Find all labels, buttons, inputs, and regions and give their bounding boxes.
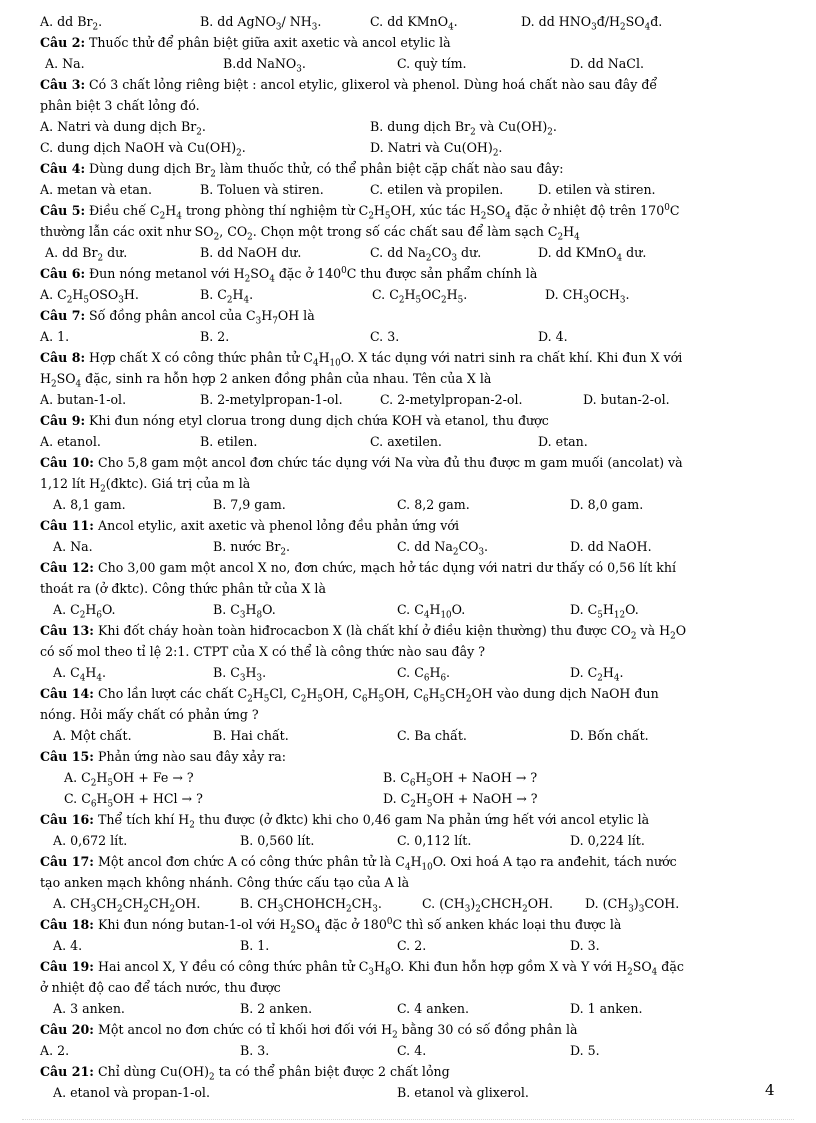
answer-option: C. dd $Na_2CO_3$. [397, 539, 489, 558]
question-text: Một ancol đơn chức A có công thức phân tử là $C_4H_{10}O$. Oxi hoá A tạo ra anđehit, tách nước [98, 854, 677, 873]
question-stem [40, 1019, 780, 1040]
answer-option: A. etanol và propan-1-ol. [53, 1085, 210, 1100]
question-number: Câu 5: [40, 203, 86, 218]
question-stem [40, 851, 780, 872]
answer-options-row [40, 893, 780, 914]
question-text: Khi đun nóng butan-1-ol với $H_2SO_4$ đặc ở $180^0C$ thì số anken khác loại thu được là [98, 916, 622, 936]
answer-options-row [40, 788, 780, 809]
answer-option: C. $C_6H_6$. [397, 665, 451, 684]
answer-options-row [40, 725, 780, 746]
answer-option: A. $C_2H_6O$. [53, 602, 116, 621]
question-stem [40, 263, 780, 284]
answer-options-row [40, 242, 780, 263]
answer-options-row [40, 11, 780, 32]
question-stem [40, 305, 780, 326]
question-number: Câu 19: [40, 959, 94, 974]
question-stem [40, 914, 780, 935]
answer-option: C. 4. [397, 1043, 427, 1058]
answer-option: D. dd NaOH. [570, 539, 652, 554]
question-stem [40, 515, 780, 536]
answer-option: C. 0,112 lít. [397, 833, 472, 848]
question-number: Câu 2: [40, 35, 86, 50]
question-stem [40, 32, 780, 53]
question-stem [40, 746, 780, 767]
question-text: nóng. Hỏi mấy chất có phản ứng ? [40, 707, 259, 722]
question-text: Có 3 chất lỏng riêng biệt : ancol etylic, glixerol và phenol. Dùng hoá chất nào sau đây để [89, 77, 658, 92]
question-number: Câu 16: [40, 812, 94, 827]
question-number: Câu 14: [40, 686, 94, 701]
answer-option: B. $C_3H_8O$. [213, 602, 276, 621]
answer-option: C. $(CH_3)_2CHCH_2OH$. [422, 896, 554, 915]
answer-option: A. $CH_3CH_2CH_2CH_2OH$. [53, 896, 201, 915]
question-stem [40, 809, 780, 830]
answer-options-row [40, 662, 780, 683]
answer-option: D. etan. [538, 434, 588, 449]
question-text: Đun nóng metanol với $H_2SO_4$ đặc ở $140^0C$ thu được sản phẩm chính là [89, 265, 538, 285]
question-stem [40, 410, 780, 431]
answer-option: B. $C_3H_3$. [213, 665, 267, 684]
question-text: Số đồng phân ancol của $C_3H_7OH$ là [89, 308, 315, 327]
answer-option: D. $(CH_3)_3COH$. [585, 896, 680, 915]
question-text: $H_2SO_4$ đặc, sinh ra hỗn hợp 2 anken đồng phân của nhau. Tên của X là [40, 371, 492, 390]
question-text-line [40, 473, 780, 494]
answer-option: B. $CH_3CHOHCH_2CH_3$. [240, 896, 382, 915]
question-number: Câu 21: [40, 1064, 94, 1079]
answer-option: A. butan-1-ol. [40, 392, 127, 407]
question-number: Câu 3: [40, 77, 86, 92]
answer-options-row [40, 179, 780, 200]
answer-option: D. 1 anken. [570, 1001, 643, 1016]
question-text-line [40, 95, 780, 116]
answer-option: D. butan-2-ol. [583, 392, 670, 407]
question-number: Câu 8: [40, 350, 86, 365]
answer-option: A. Một chất. [53, 728, 132, 743]
answer-options-row [40, 431, 780, 452]
answer-options-row [40, 767, 780, 788]
answer-option: B. 7,9 gam. [213, 497, 286, 512]
answer-option: A. $C_2H_5OSO_3H$. [40, 287, 139, 306]
footer-divider [22, 1119, 794, 1120]
question-stem [40, 74, 780, 95]
answer-options-row [40, 536, 780, 557]
answer-option: A. 2. [40, 1043, 70, 1058]
question-number: Câu 4: [40, 161, 86, 176]
answer-option: D. $C_5H_{12}O$. [570, 602, 639, 621]
question-number: Câu 15: [40, 749, 94, 764]
answer-option: A. 1. [40, 329, 70, 344]
question-stem [40, 200, 780, 221]
answer-option: B. 3. [240, 1043, 270, 1058]
answer-options-row [40, 284, 780, 305]
question-text-line [40, 221, 780, 242]
answer-option: C. 2. [397, 938, 427, 953]
question-number: Câu 6: [40, 266, 86, 281]
question-text: Cho 5,8 gam một ancol đơn chức tác dụng với Na vừa đủ thu được m gam muối (ancolat) và [98, 455, 683, 470]
answer-options-row [40, 389, 780, 410]
question-stem [40, 158, 780, 179]
answer-option: A. dd $Br_2$. [40, 14, 103, 33]
answer-option: C. 3. [370, 329, 400, 344]
answer-option: A. Na. [45, 56, 85, 71]
answer-option: A. 8,1 gam. [53, 497, 126, 512]
answer-option: B. $C_2H_4$. [200, 287, 254, 306]
answer-option: A. $C_2H_5OH + Fe$ → ? [64, 770, 194, 789]
question-text: Thể tích khí $H_2$ thu được (ở đktc) khi cho 0,46 gam Na phản ứng hết với ancol etylic là [98, 812, 650, 831]
question-number: Câu 12: [40, 560, 94, 575]
answer-option: D. 8,0 gam. [570, 497, 644, 512]
answer-option: C. dung dịch NaOH và $Cu(OH)_2$. [40, 140, 246, 159]
answer-options-row [40, 935, 780, 956]
answer-options-row [40, 830, 780, 851]
answer-option: B. 2 anken. [240, 1001, 313, 1016]
answer-options-row [40, 494, 780, 515]
question-number: Câu 13: [40, 623, 94, 638]
question-stem [40, 452, 780, 473]
question-text: 1,12 lít $H_2(đktc)$. Giá trị của m là [40, 476, 251, 495]
question-text: Thuốc thử để phân biệt giữa axit axetic và ancol etylic là [89, 35, 451, 50]
question-text: Hợp chất X có công thức phân tử $C_4H_{10}O$. X tác dụng với natri sinh ra chất khí. Khi đun X với [89, 350, 683, 369]
question-text: Cho 3,00 gam một ancol X no, đơn chức, mạch hở tác dụng với natri dư thấy có 0,56 lít khí [98, 560, 677, 575]
question-text: Điều chế $C_2H_4$ trong phòng thí nghiệm từ $C_2H_5OH$, xúc tác $H_2SO_4$ đặc ở nhiệt độ trên $170^0C$ [89, 202, 680, 222]
answer-option: D. $C_2H_5OH$ + NaOH → ? [383, 791, 538, 810]
answer-option: D. 5. [570, 1043, 600, 1058]
answer-option: D. $CH_3OCH_3$. [545, 287, 630, 306]
page-number: 4 [765, 1081, 775, 1099]
answer-option: B. etanol và glixerol. [397, 1085, 529, 1100]
answer-option: C. 8,2 gam. [397, 497, 470, 512]
answer-options-row [40, 116, 780, 137]
question-text: Khi đốt cháy hoàn toàn hiđrocacbon X (là chất khí ở điều kiện thường) thu được $CO_2$ và $H_2O$ [98, 623, 687, 642]
answer-option: A. Na. [53, 539, 93, 554]
answer-option: C. dd $Na_2CO_3$ dư. [370, 245, 482, 264]
answer-options-row [40, 1040, 780, 1061]
answer-option: B. nước $Br_2$. [213, 539, 291, 558]
answer-options-row [40, 326, 780, 347]
answer-option: B. 2-metylpropan-1-ol. [200, 392, 343, 407]
answer-option: B. dung dịch $Br_2$ và $Cu(OH)_2$. [370, 119, 557, 138]
answer-option: C. 2-metylpropan-2-ol. [380, 392, 523, 407]
answer-options-row [40, 1082, 780, 1103]
answer-option: B. etilen. [200, 434, 258, 449]
answer-option: B. 0,560 lít. [240, 833, 315, 848]
question-number: Câu 10: [40, 455, 94, 470]
question-text-line [40, 368, 780, 389]
answer-option: A. 4. [53, 938, 83, 953]
question-number: Câu 20: [40, 1022, 94, 1037]
question-stem [40, 956, 780, 977]
question-text: Một ancol no đơn chức có tỉ khối hơi đối với $H_2$ bằng 30 có số đồng phân là [98, 1022, 578, 1041]
answer-option: A. dd $Br_2$ dư. [45, 245, 128, 264]
answer-option: C. $C_4H_{10}O$. [397, 602, 466, 621]
answer-option: D. dd NaCl. [570, 56, 644, 71]
question-text: phân biệt 3 chất lỏng đó. [40, 98, 200, 113]
answer-option: B.dd NaNO$_3$. [223, 56, 306, 75]
question-number: Câu 17: [40, 854, 94, 869]
answer-option: C. axetilen. [370, 434, 442, 449]
answer-options-row [40, 137, 780, 158]
answer-option: A. 0,672 lít. [53, 833, 128, 848]
answer-option: D. 0,224 lít. [570, 833, 645, 848]
question-stem [40, 347, 780, 368]
question-text: Chỉ dùng $Cu(OH)_2$ ta có thể phân biệt được 2 chất lỏng [98, 1064, 450, 1083]
question-stem [40, 620, 780, 641]
answer-option: A. Natri và dung dịch $Br_2$. [40, 119, 206, 138]
answer-option: D. dd $HNO_3đ/H_2SO_4đ$. [521, 14, 663, 33]
answer-option: B. $C_6H_5OH$ + NaOH → ? [383, 770, 538, 789]
question-number: Câu 11: [40, 518, 94, 533]
question-text-line [40, 704, 780, 725]
answer-option: D. $C_2H_4$. [570, 665, 624, 684]
question-text: thoát ra (ở đktc). Công thức phân tử của X là [40, 581, 326, 596]
answer-option: C. dd KMnO$_4$. [370, 14, 458, 33]
question-text-line [40, 641, 780, 662]
answer-option: B. Toluen và stiren. [200, 182, 324, 197]
question-stem [40, 557, 780, 578]
answer-option: C. Ba chất. [397, 728, 467, 743]
answer-option: B. dd NaOH dư. [200, 245, 302, 260]
question-text: tạo anken mạch không nhánh. Công thức cấu tạo của A là [40, 875, 410, 890]
question-stem [40, 1061, 780, 1082]
answer-option: C. $C_2H_5OC_2H_5$. [372, 287, 468, 306]
question-text: ở nhiệt độ cao để tách nước, thu được [40, 980, 281, 995]
answer-option: B. 2. [200, 329, 230, 344]
question-text: Cho lần lượt các chất $C_2H_5Cl$, $C_2H_5OH$, $C_6H_5OH$, $C_6H_5CH_2OH$ vào dung dịch NaOH đun [98, 686, 659, 705]
question-stem [40, 683, 780, 704]
question-number: Câu 18: [40, 917, 94, 932]
answer-options-row [40, 599, 780, 620]
question-text: thường lẫn các oxit như $SO_2$, $CO_2$. Chọn một trong số các chất sau để làm sạch $C_2H_4$ [40, 224, 580, 243]
answer-option: B. 1. [240, 938, 270, 953]
question-text-line [40, 872, 780, 893]
answer-option: D. Natri và $Cu(OH)_2$. [370, 140, 503, 159]
question-text: Ancol etylic, axit axetic và phenol lỏng đều phản ứng với [98, 518, 460, 533]
answer-option: C. $C_6H_5OH$ + HCl → ? [64, 791, 203, 810]
answer-option: C. etilen và propilen. [370, 182, 504, 197]
question-text: Phản ứng nào sau đây xảy ra: [98, 749, 286, 764]
answer-option: A. $C_4H_4$. [53, 665, 106, 684]
question-list [40, 11, 780, 1103]
answer-option: D. dd KMnO$_4$ dư. [538, 245, 647, 264]
question-text: Hai ancol X, Y đều có công thức phân tử $C_3H_8O$. Khi đun hỗn hợp gồm X và Y với $H_2SO_4$ đặc [98, 959, 684, 978]
answer-option: D. etilen và stiren. [538, 182, 656, 197]
answer-options-row [40, 998, 780, 1019]
answer-option: A. etanol. [40, 434, 101, 449]
answer-option: D. 3. [570, 938, 600, 953]
question-number: Câu 9: [40, 413, 86, 428]
answer-option: B. Hai chất. [213, 728, 289, 743]
answer-option: A. 3 anken. [53, 1001, 125, 1016]
answer-option: B. dd AgNO$_3$/ $NH_3$. [200, 14, 322, 33]
answer-option: D. Bốn chất. [570, 728, 649, 743]
answer-options-row [40, 53, 780, 74]
question-text: có số mol theo tỉ lệ 2:1. CTPT của X có thể là công thức nào sau đây ? [40, 644, 485, 659]
answer-option: A. metan và etan. [40, 182, 152, 197]
question-text: Khi đun nóng etyl clorua trong dung dịch chứa KOH và etanol, thu được [89, 413, 549, 428]
question-number: Câu 7: [40, 308, 86, 323]
answer-option: D. 4. [538, 329, 568, 344]
question-text-line [40, 578, 780, 599]
answer-option: C. 4 anken. [397, 1001, 470, 1016]
answer-option: C. quỳ tím. [397, 56, 467, 71]
question-text: Dùng dung dịch $Br_2$ làm thuốc thử, có thể phân biệt cặp chất nào sau đây: [89, 161, 564, 180]
question-text-line [40, 977, 780, 998]
